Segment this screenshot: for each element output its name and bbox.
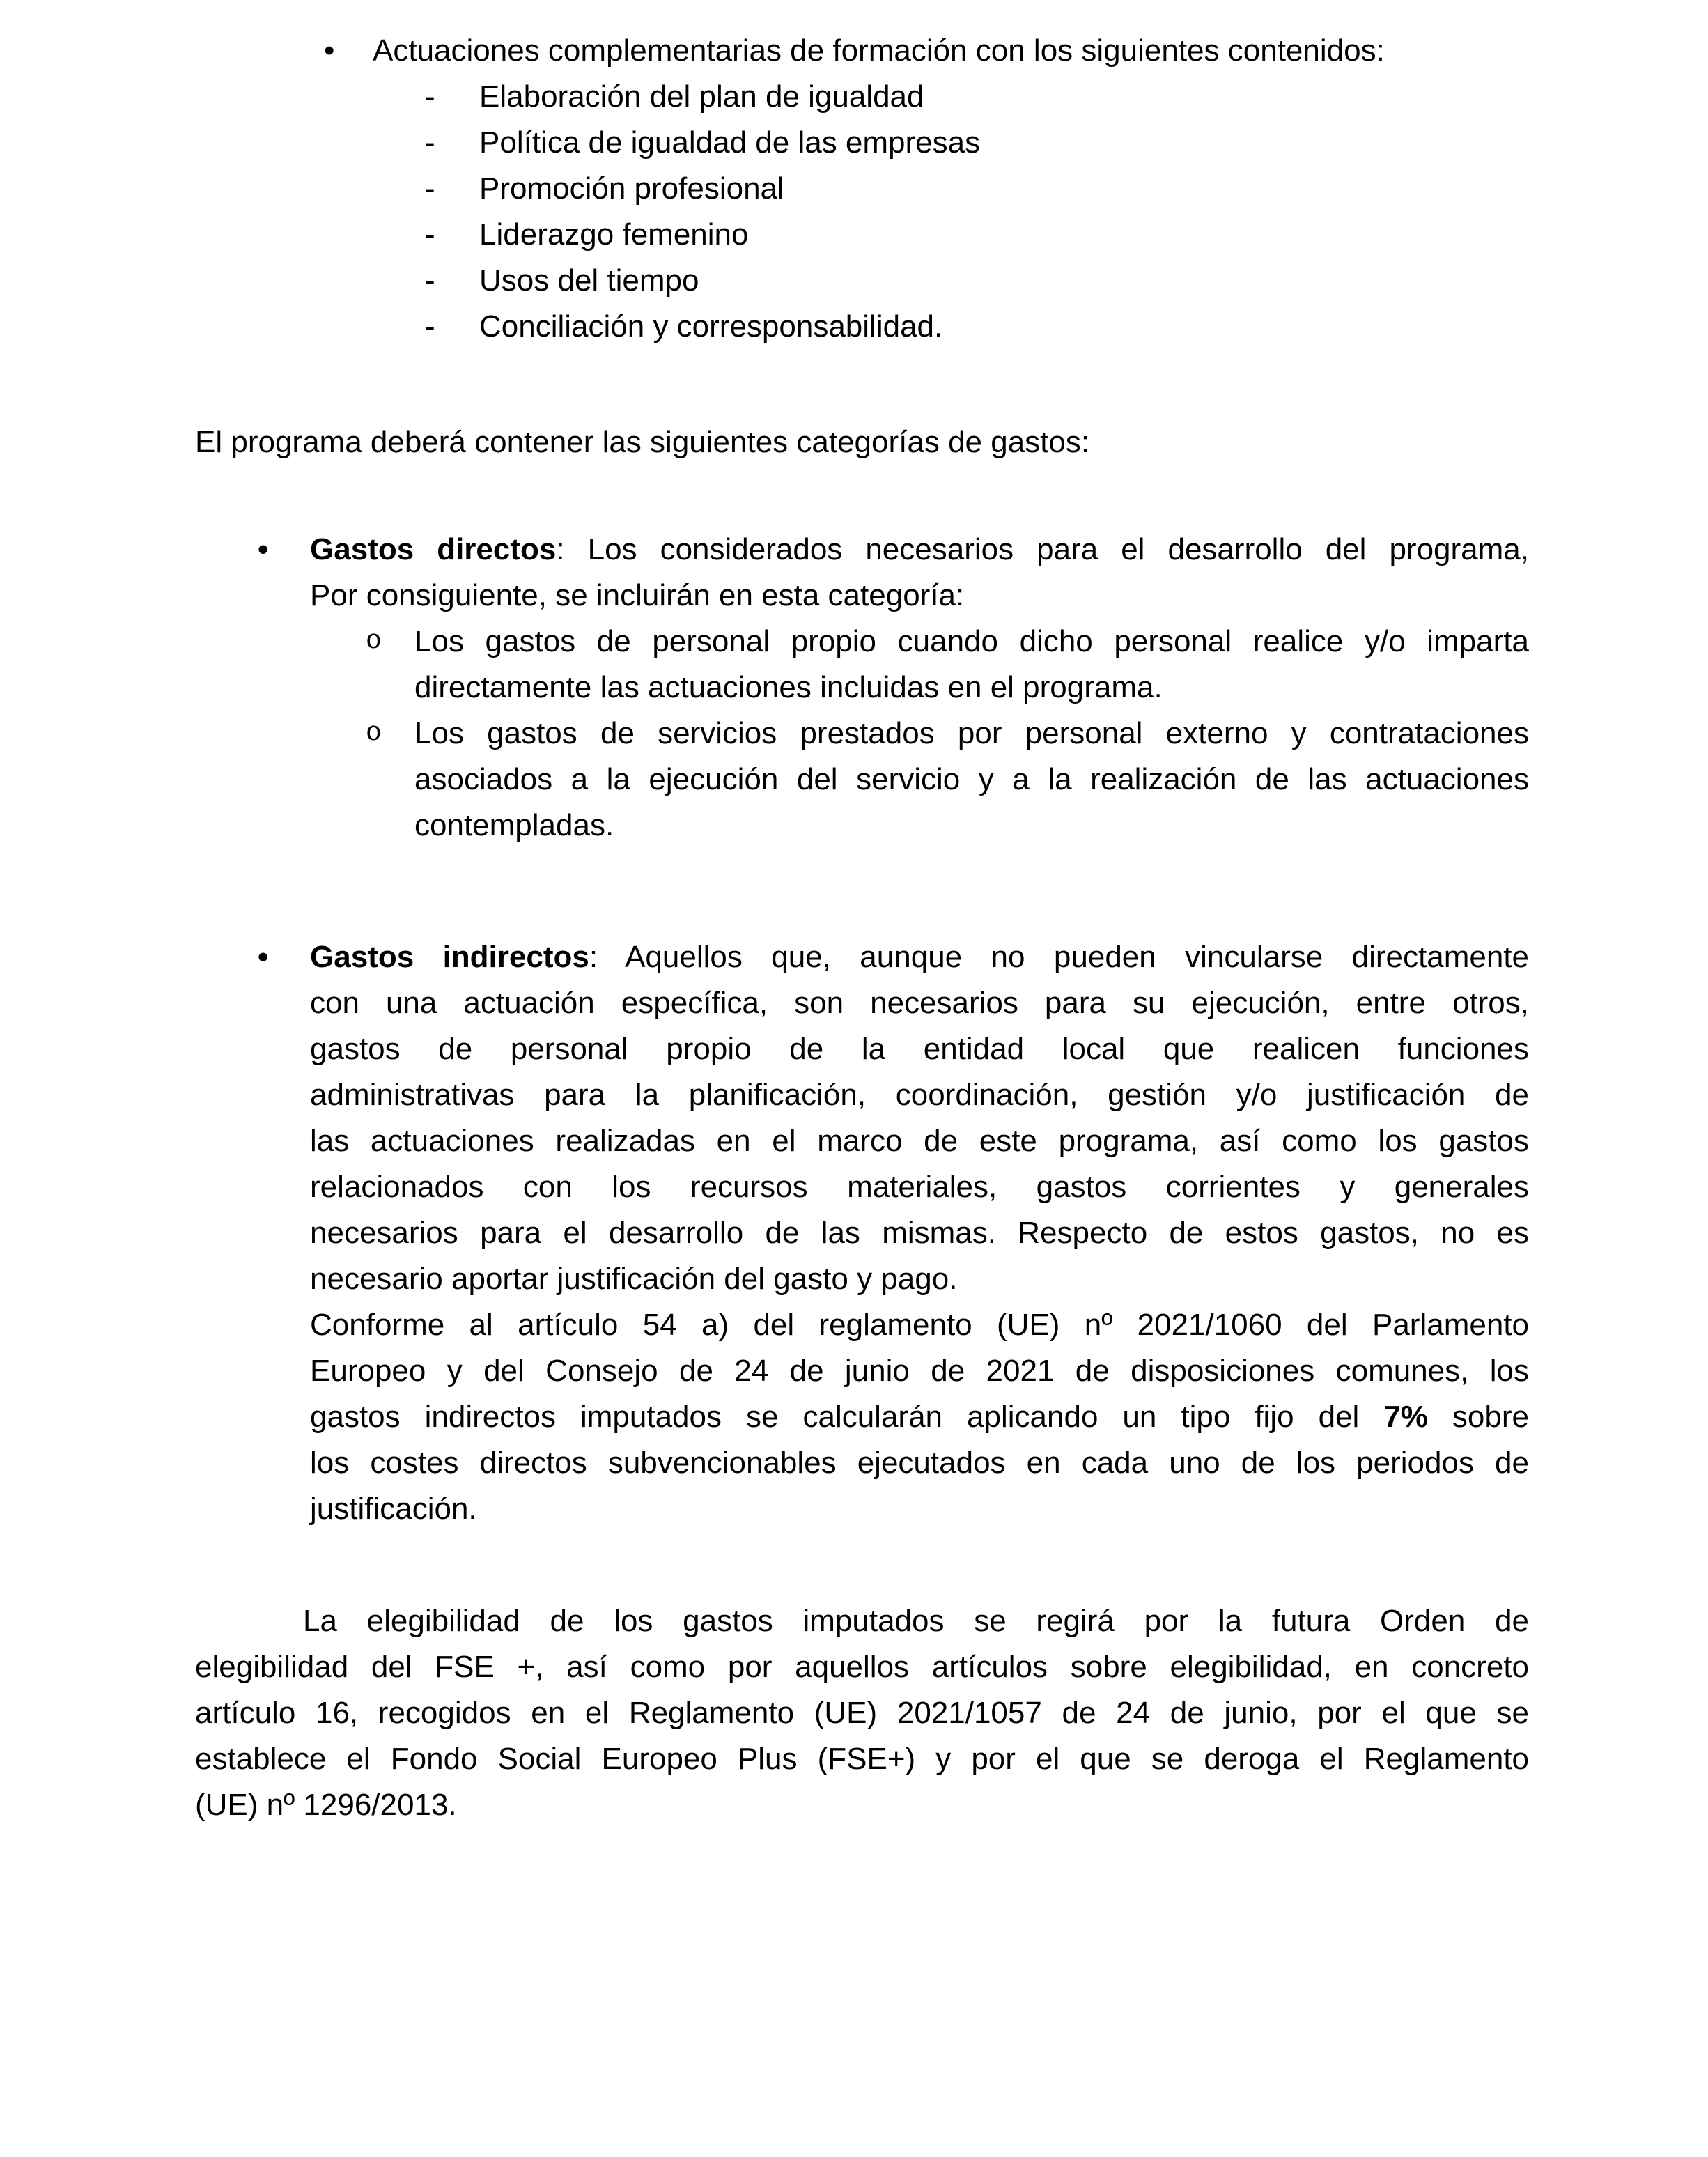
text-segment: establece el Fondo Social Europeo Plus (FSE+) y por el que se deroga el Reglamento bbox=[195, 1742, 1529, 1776]
text-segment: con una actuación específica, son necesarios para su ejecución, entre otros, bbox=[310, 986, 1529, 1020]
text-line bbox=[310, 1348, 1529, 1394]
bold-text: Gastos directos bbox=[310, 532, 557, 566]
text-segment: : Aquellos que, aunque no pueden vincularse directamente bbox=[589, 940, 1529, 974]
text-segment: necesarios para el desarrollo de las mismas. Respecto de estos gastos, no es bbox=[310, 1216, 1529, 1250]
text-line bbox=[195, 1782, 1529, 1828]
text-line bbox=[310, 1394, 1529, 1440]
text-segment: relacionados con los recursos materiales, gastos corrientes y generales bbox=[310, 1170, 1529, 1204]
text-line bbox=[310, 1486, 1529, 1532]
dash-item-text: Conciliación y corresponsabilidad. bbox=[479, 309, 943, 343]
text-segment: contempladas. bbox=[414, 808, 614, 842]
dash-item-liderazgo bbox=[425, 212, 1624, 258]
dash-item-text: Elaboración del plan de igualdad bbox=[479, 79, 924, 114]
bullet-icon: • bbox=[258, 532, 269, 566]
bold-text: Gastos indirectos bbox=[310, 940, 589, 974]
text-segment: las actuaciones realizadas en el marco de este programa, así como los gastos bbox=[310, 1124, 1529, 1158]
bullet-item-text: Actuaciones complementarias de formación con los siguientes contenidos: bbox=[373, 33, 1385, 68]
text-line bbox=[310, 1164, 1529, 1210]
text-line bbox=[414, 803, 1529, 849]
text-segment: La elegibilidad de los gastos imputados se regirá por la futura Orden de bbox=[303, 1604, 1529, 1638]
text-line bbox=[414, 665, 1529, 711]
circle-bullet-icon: o bbox=[366, 718, 382, 748]
text-segment: artículo 16, recogidos en el Reglamento (UE) 2021/1057 de 24 de junio, por el que se bbox=[195, 1696, 1529, 1730]
text-line bbox=[414, 619, 1529, 665]
text-line bbox=[414, 757, 1529, 803]
text-line bbox=[310, 980, 1529, 1026]
text-line bbox=[310, 573, 1529, 619]
dash-icon: - bbox=[425, 309, 435, 343]
text-segment: gastos indirectos imputados se calcularán aplicando un tipo fijo del bbox=[310, 1400, 1384, 1434]
text-line bbox=[310, 527, 1529, 573]
text-line bbox=[310, 1302, 1529, 1348]
text-line bbox=[195, 1690, 1529, 1736]
document-content bbox=[0, 28, 1708, 1828]
text-segment: Los gastos de servicios prestados por personal externo y contrataciones bbox=[414, 716, 1529, 750]
text-segment: administrativas para la planificación, coordinación, gestión y/o justificación de bbox=[310, 1078, 1529, 1112]
dash-item-conciliacion bbox=[425, 304, 1624, 350]
dash-item-text: Promoción profesional bbox=[479, 171, 784, 206]
dash-item-text: Política de igualdad de las empresas bbox=[479, 125, 981, 160]
text-segment: directamente las actuaciones incluidas en el programa. bbox=[414, 670, 1163, 704]
text-segment: justificación. bbox=[310, 1492, 477, 1526]
sub-item-gastos-personal bbox=[366, 619, 1529, 711]
dash-icon: - bbox=[425, 263, 435, 297]
text-segment: gastos de personal propio de la entidad local que realicen funciones bbox=[310, 1032, 1529, 1066]
dash-item-politica bbox=[425, 120, 1624, 166]
dash-icon: - bbox=[425, 125, 435, 160]
dash-item-text: Usos del tiempo bbox=[479, 263, 699, 297]
closing-paragraph bbox=[195, 1598, 1529, 1828]
text-segment: (UE) nº 1296/2013. bbox=[195, 1788, 457, 1822]
text-segment: Por consiguiente, se incluirán en esta categoría: bbox=[310, 578, 965, 612]
text-line bbox=[310, 1026, 1529, 1072]
dash-icon: - bbox=[425, 217, 435, 252]
text-line bbox=[310, 1072, 1529, 1118]
text-line bbox=[195, 1598, 1529, 1644]
text-segment: sobre bbox=[1427, 1400, 1529, 1434]
dash-item-usos bbox=[425, 258, 1624, 304]
bullet-icon: • bbox=[324, 33, 335, 68]
bold-text: 7% bbox=[1383, 1400, 1428, 1434]
text-segment: Conforme al artículo 54 a) del reglamento (UE) nº 2021/1060 del Parlamento bbox=[310, 1308, 1529, 1342]
text-segment: necesario aportar justificación del gasto y pago. bbox=[310, 1262, 958, 1296]
text-line bbox=[310, 934, 1529, 980]
text-line bbox=[414, 711, 1529, 757]
text-segment: los costes directos subvencionables ejecutados en cada uno de los periodos de bbox=[310, 1446, 1529, 1480]
text-segment: asociados a la ejecución del servicio y a la realización de las actuaciones bbox=[414, 762, 1529, 796]
dash-icon: - bbox=[425, 171, 435, 206]
text-line bbox=[310, 1256, 1529, 1302]
dash-icon: - bbox=[425, 79, 435, 114]
text-line bbox=[195, 1644, 1529, 1690]
bullet-item-gastos-indirectos bbox=[258, 934, 1529, 1532]
sub-item-gastos-servicios bbox=[366, 711, 1529, 849]
intro-paragraph: El programa deberá contener las siguientes categorías de gastos: bbox=[195, 425, 1090, 459]
text-line bbox=[310, 1210, 1529, 1256]
text-segment: : Los considerados necesarios para el desarrollo del programa, bbox=[556, 532, 1529, 566]
bullet-item-gastos-directos bbox=[258, 527, 1529, 619]
text-line bbox=[195, 1736, 1529, 1782]
text-segment: elegibilidad del FSE +, así como por aquellos artículos sobre elegibilidad, en concreto bbox=[195, 1650, 1529, 1684]
bullet-item-actuaciones bbox=[324, 28, 1624, 74]
circle-bullet-icon: o bbox=[366, 626, 382, 656]
dash-item-elaboracion bbox=[425, 74, 1624, 120]
text-line bbox=[310, 1118, 1529, 1164]
dash-item-text: Liderazgo femenino bbox=[479, 217, 749, 252]
text-segment: Europeo y del Consejo de 24 de junio de 2021 de disposiciones comunes, los bbox=[310, 1354, 1529, 1388]
dash-item-promocion bbox=[425, 166, 1624, 212]
bullet-icon: • bbox=[258, 940, 269, 974]
text-segment: Los gastos de personal propio cuando dicho personal realice y/o imparta bbox=[414, 624, 1529, 658]
text-line bbox=[310, 1440, 1529, 1486]
